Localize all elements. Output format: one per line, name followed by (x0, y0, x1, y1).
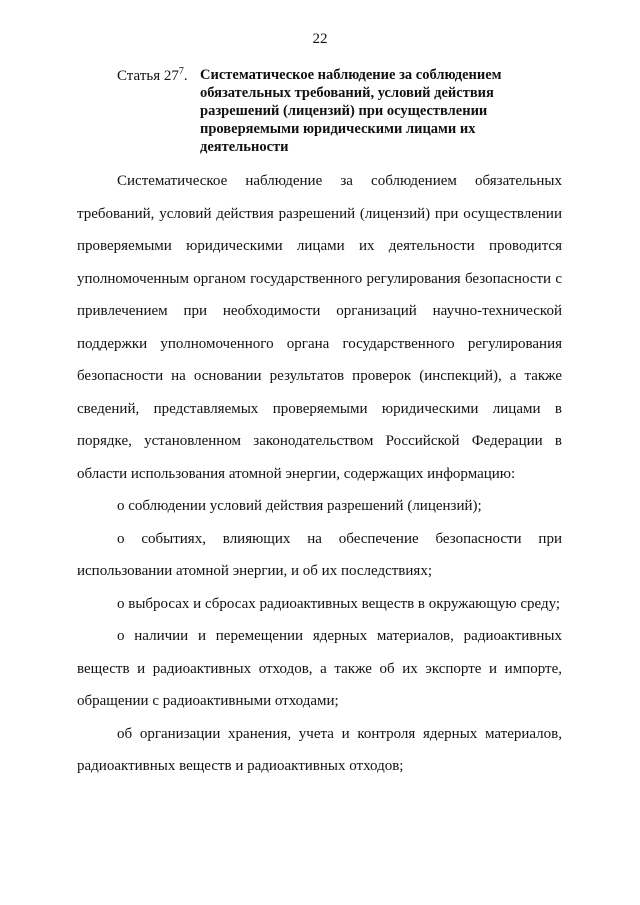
article-label-text: Статья 27 (117, 68, 179, 84)
article-body (77, 165, 562, 783)
paragraph: о соблюдении условий действия разрешений (лицензий); (117, 498, 482, 514)
article-label-superscript: 7 (178, 66, 184, 77)
page-number: 22 (312, 31, 328, 47)
paragraph: о выбросах и сбросах радиоактивных веществ в окружающую среду; (117, 595, 561, 612)
paragraph: о наличии и перемещении ядерных материалов, радиоактивных веществ и радиоактивных отходов, а также об их экспорте и импорте, обращении с радиоактивными отходами; (77, 628, 562, 709)
paragraph: о событиях, влияющих на обеспечение безопасности при использовании атомной энергии, и об их последствиях; (77, 530, 562, 579)
article-title: Систематическое наблюдение за соблюдением обязательных требований, условий действия разрешений (лицензий) при осуществлении проверяемыми юридическими лицами их деятельности (200, 67, 502, 155)
article-label-dot: . (183, 68, 188, 84)
article-label (117, 66, 188, 85)
paragraph: Систематическое наблюдение за соблюдением обязательных требований, условий действия разрешений (лицензий) при осуществлении проверяемыми юридическими лицами их деятельности проводится уполномоченным органом государственного регулирования безопасности с привлечением при необходимости организаций научно-технической поддержки уполномоченного органа государственного регулирования безопасности на основании результатов проверок (инспекций), а также сведений, представляемых проверяемыми юридическими лицами в порядке, установленном законодательством Российской Федерации в области использования атомной энергии, содержащих информацию: (77, 173, 562, 482)
paragraph: об организации хранения, учета и контроля ядерных материалов, радиоактивных веществ и радиоактивных отходов; (77, 725, 562, 774)
